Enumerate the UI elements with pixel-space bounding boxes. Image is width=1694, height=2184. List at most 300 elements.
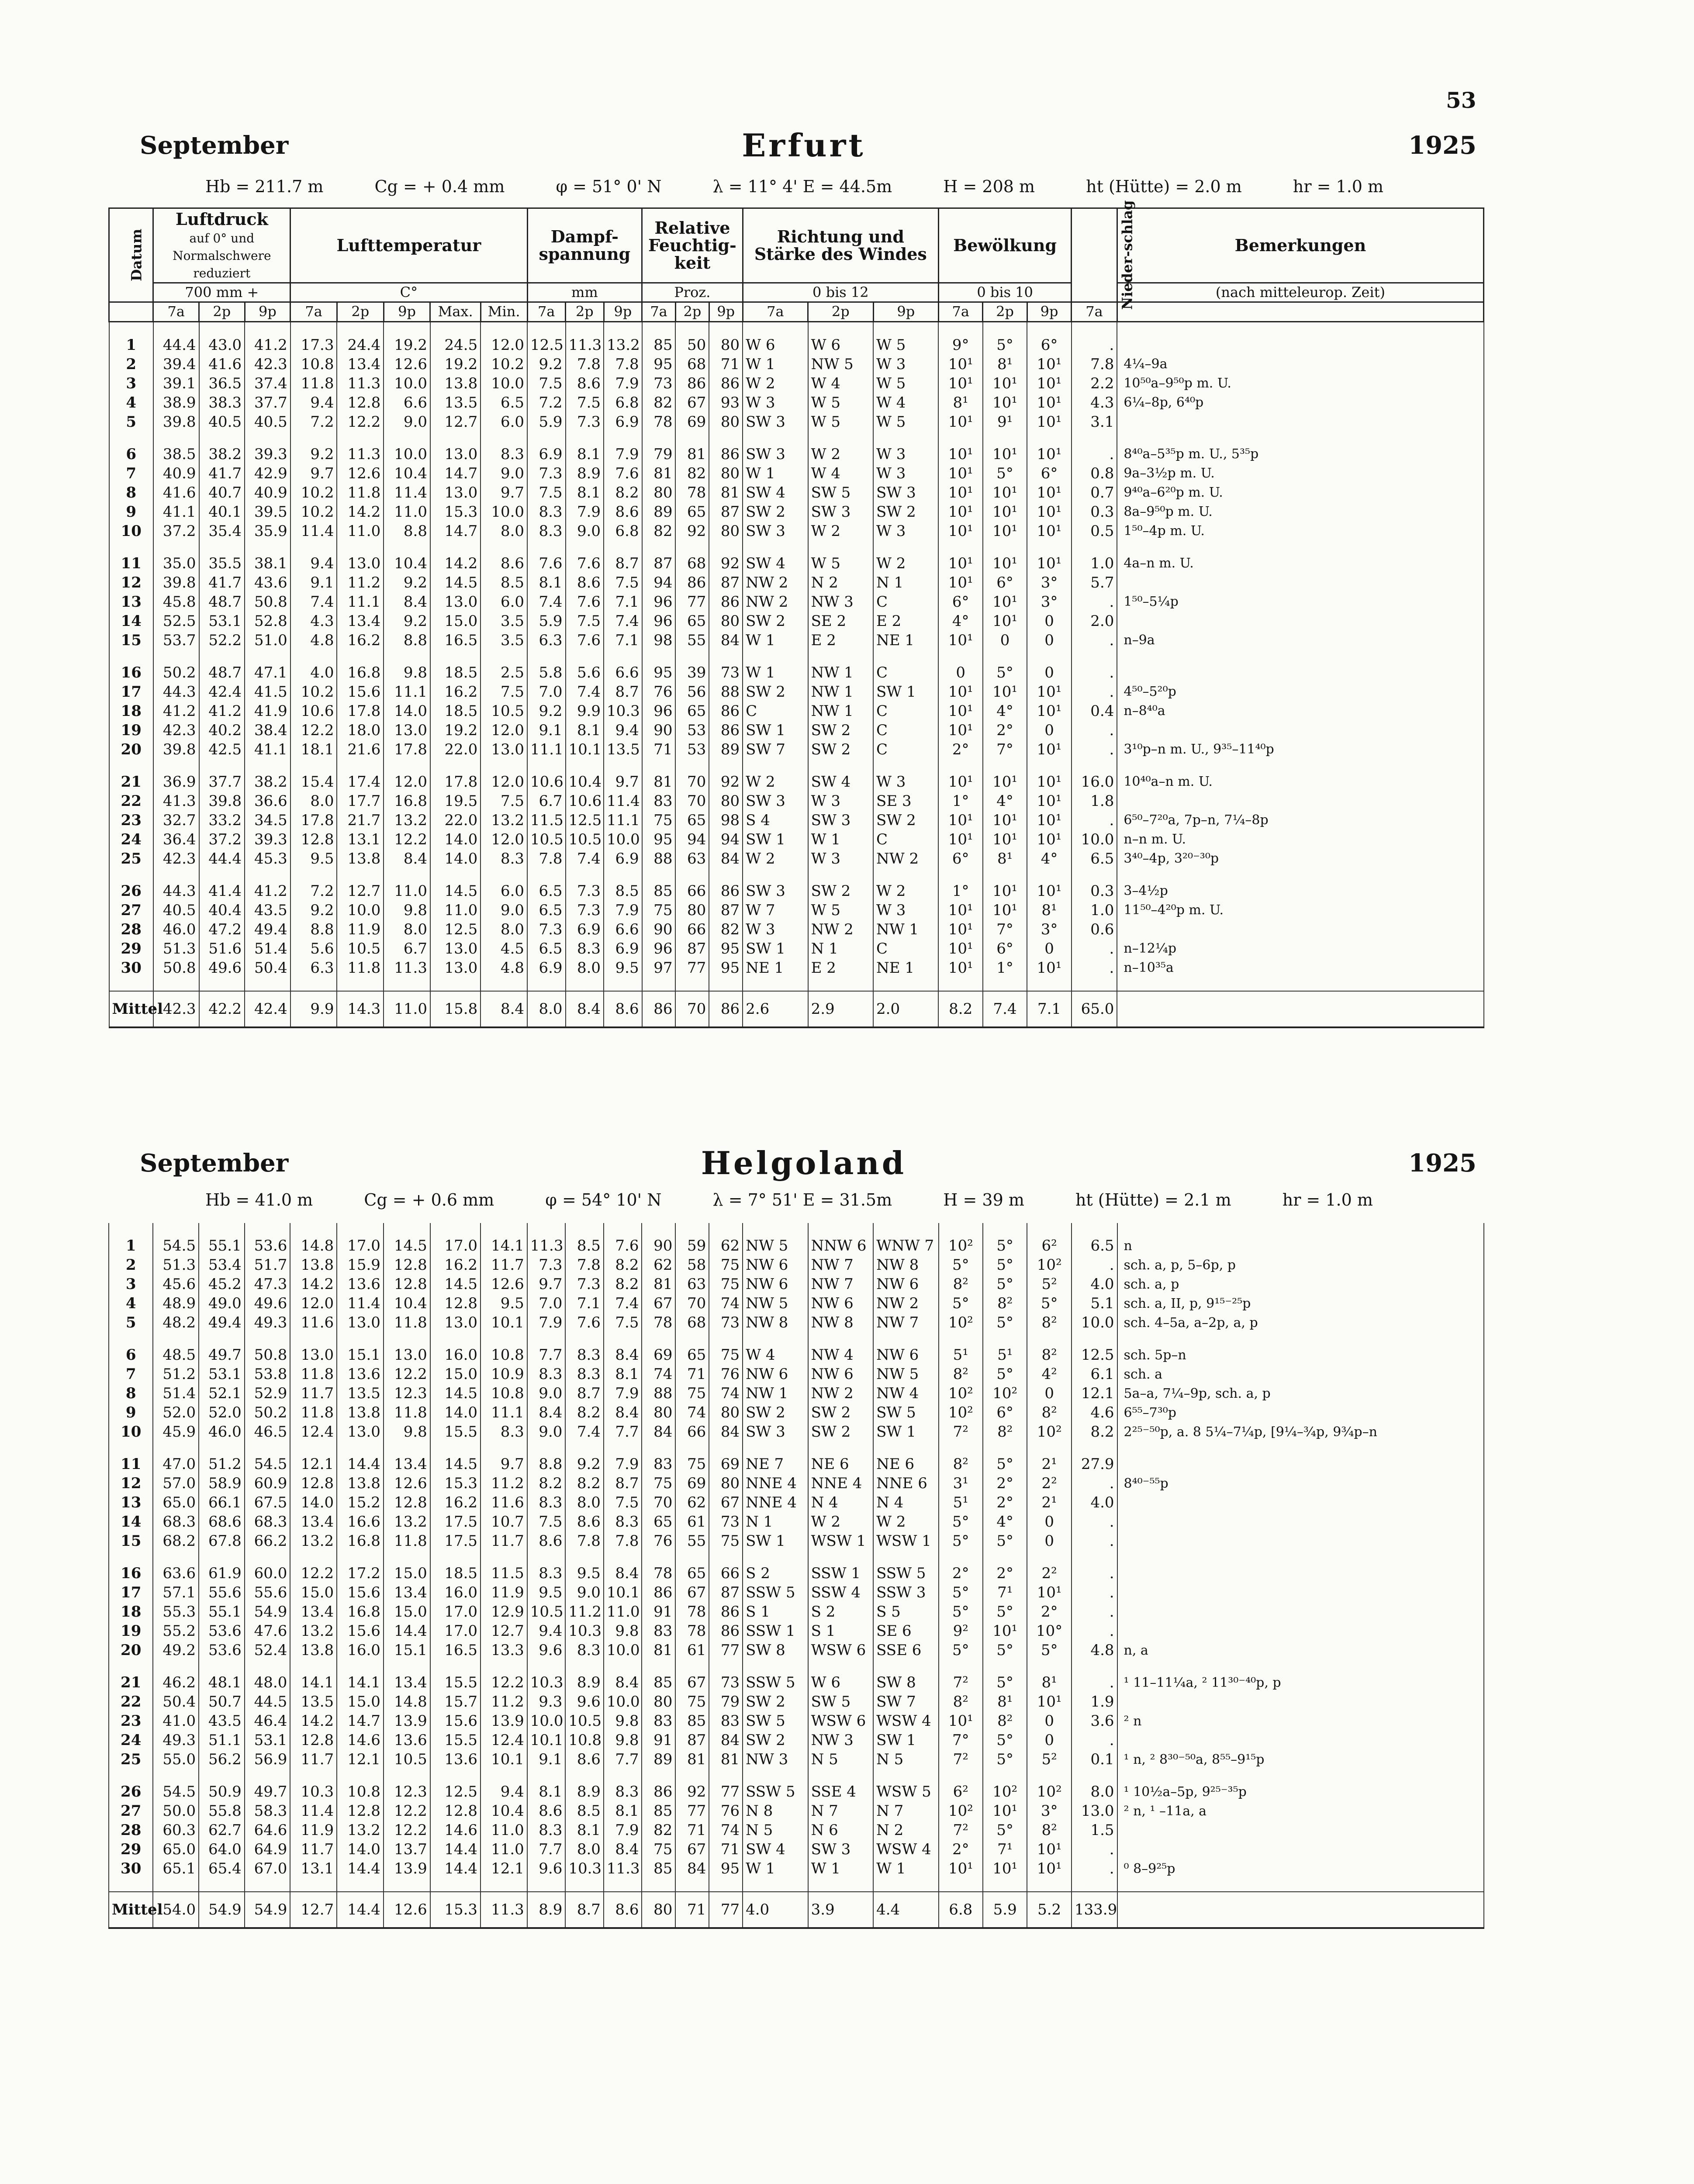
cell-temp-7a: 13.8 (290, 1641, 337, 1660)
cell-pressure-2p: 48.7 (199, 592, 245, 612)
cell-temp-2p: 17.4 (337, 772, 384, 791)
cell-precipitation: 65.0 (1072, 991, 1117, 1027)
cell-humidity-2p: 56 (675, 682, 709, 702)
cell-temp-2p: 15.6 (337, 1583, 384, 1602)
cell-humidity-9p: 73 (709, 1313, 743, 1332)
cell-wind-9p: NW 8 (873, 1255, 938, 1275)
cell-temp-2p: 13.4 (337, 612, 384, 631)
cell-temp-7a: 11.7 (290, 1750, 337, 1769)
cell-cloud-9p: 10² (1027, 1255, 1071, 1275)
cell-cloud-9p: 10° (1027, 1621, 1071, 1641)
cell-humidity-9p: 98 (709, 811, 743, 830)
cell-humidity-7a: 78 (642, 1313, 675, 1332)
cell-cloud-9p: 2² (1027, 1474, 1071, 1493)
cell-pressure-2p: 40.2 (199, 721, 245, 740)
cell-vapor-7a: 11.1 (527, 740, 566, 759)
cell-cloud-7a: 5° (939, 1255, 983, 1275)
cell-pressure-2p: 50.9 (199, 1782, 245, 1801)
cell-vapor-7a: 12.5 (527, 335, 566, 355)
cell-precipitation: . (1072, 1731, 1117, 1750)
cell-wind-7a: NW 5 (743, 1294, 808, 1313)
cell-temp-max: 18.5 (430, 663, 481, 682)
cell-vapor-7a: 6.5 (527, 939, 566, 958)
cell-cloud-7a: 5¹ (939, 1493, 983, 1512)
cell-temp-max: 14.4 (430, 1840, 481, 1859)
cell-wind-2p: NNW 6 (808, 1236, 873, 1255)
cell-cloud-2p: 5° (983, 1236, 1027, 1255)
cell-cloud-2p: 5° (983, 1602, 1027, 1621)
cell-wind-2p: NW 3 (808, 592, 873, 612)
cell-wind-7a: NW 6 (743, 1255, 808, 1275)
cell-humidity-2p: 77 (675, 592, 709, 612)
cell-wind-9p: NW 2 (873, 849, 938, 868)
cell-humidity-2p: 86 (675, 374, 709, 393)
table-row (109, 920, 1484, 939)
cell-cloud-2p: 5° (983, 1750, 1027, 1769)
cell-humidity-7a: 83 (642, 1621, 675, 1641)
cell-date: 14 (109, 1512, 153, 1531)
cell-humidity-2p: 39 (675, 663, 709, 682)
cell-cloud-9p: 10¹ (1027, 554, 1071, 573)
cell-temp-9p: 12.6 (384, 1474, 430, 1493)
cell-vapor-9p: 8.6 (604, 991, 642, 1027)
cell-temp-min: 12.0 (481, 335, 527, 355)
cell-precipitation: . (1072, 1531, 1117, 1551)
cell-temp-2p: 11.8 (337, 483, 384, 502)
cell-humidity-9p: 71 (709, 355, 743, 374)
cell-wind-7a: SW 3 (743, 1422, 808, 1441)
cell-humidity-2p: 68 (675, 554, 709, 573)
cell-pressure-7a: 51.2 (153, 1365, 199, 1384)
cell-wind-9p: NW 6 (873, 1345, 938, 1365)
cell-cloud-7a: 10¹ (938, 573, 982, 592)
cell-humidity-7a: 85 (642, 335, 676, 355)
row-spacer (109, 1878, 1484, 1892)
cell-date: Mittel (109, 991, 153, 1027)
cell-temp-7a: 15.0 (290, 1583, 337, 1602)
cell-temp-min: 8.3 (481, 445, 527, 464)
cell-humidity-2p: 75 (675, 1384, 709, 1403)
cell-temp-max: 16.2 (430, 682, 481, 702)
cell-precipitation: 8.2 (1072, 1422, 1117, 1441)
cell-humidity-9p: 75 (709, 1275, 743, 1294)
constant-latitude: φ = 54° 10' N (545, 1190, 662, 1209)
cell-humidity-2p: 87 (675, 1731, 709, 1750)
cell-cloud-9p: 6° (1027, 464, 1071, 483)
cell-temp-min: 9.0 (481, 464, 527, 483)
cell-temp-9p: 13.4 (384, 1583, 430, 1602)
cell-date: 6 (109, 1345, 153, 1365)
cell-wind-2p: WSW 6 (808, 1641, 873, 1660)
cell-temp-2p: 13.4 (337, 355, 384, 374)
cell-wind-7a: 4.0 (743, 1892, 808, 1928)
cell-pressure-9p: 60.9 (245, 1474, 290, 1493)
cell-vapor-7a: 10.0 (527, 1711, 566, 1731)
cell-temp-2p: 12.8 (337, 393, 384, 412)
cell-pressure-2p: 35.4 (199, 522, 245, 541)
table-row (109, 1840, 1484, 1859)
cell-humidity-2p: 66 (675, 920, 709, 939)
unit-temperature: C° (290, 283, 527, 302)
cell-date: 18 (109, 702, 153, 721)
cell-pressure-9p: 41.9 (245, 702, 290, 721)
station-constants (205, 1190, 1472, 1209)
cell-pressure-7a: 39.8 (153, 412, 199, 432)
cell-pressure-2p: 49.7 (199, 1345, 245, 1365)
cell-humidity-9p: 86 (709, 592, 743, 612)
cell-pressure-7a: 41.1 (153, 502, 199, 522)
cell-wind-7a: NW 8 (743, 1313, 808, 1332)
cell-pressure-7a: 40.9 (153, 464, 199, 483)
cell-vapor-2p: 8.1 (566, 483, 604, 502)
cell-humidity-2p: 92 (675, 522, 709, 541)
cell-wind-7a: S 4 (743, 811, 808, 830)
cell-humidity-9p: 74 (709, 1384, 743, 1403)
cell-humidity-7a: 87 (642, 554, 676, 573)
year-label: 1925 (1408, 131, 1476, 160)
cell-temp-7a: 14.2 (290, 1711, 337, 1731)
cell-cloud-2p: 8² (983, 1422, 1027, 1441)
cell-vapor-2p: 9.6 (565, 1692, 604, 1711)
cell-remarks: ⁰ 8–9²⁵p (1117, 1859, 1484, 1878)
cell-pressure-9p: 38.1 (245, 554, 290, 573)
cell-vapor-7a: 6.5 (527, 881, 566, 901)
row-spacer (109, 1332, 1484, 1345)
cell-cloud-7a: 10¹ (938, 554, 982, 573)
cell-wind-2p: E 2 (808, 958, 873, 978)
cell-wind-7a: NW 6 (743, 1275, 808, 1294)
cell-humidity-7a: 91 (642, 1602, 675, 1621)
cell-wind-7a: W 2 (743, 849, 808, 868)
cell-temp-max: 14.5 (430, 881, 481, 901)
cell-vapor-2p: 8.0 (566, 958, 604, 978)
cell-cloud-7a: 2° (939, 1840, 983, 1859)
cell-pressure-7a: 55.0 (153, 1750, 199, 1769)
cell-cloud-7a: 9° (938, 335, 982, 355)
cell-temp-2p: 14.2 (337, 502, 384, 522)
cell-pressure-9p: 41.2 (245, 881, 290, 901)
table-row (109, 1403, 1484, 1422)
cell-pressure-7a: 57.1 (153, 1583, 199, 1602)
cell-date: 24 (109, 1731, 153, 1750)
cell-temp-max: 16.0 (430, 1345, 481, 1365)
cell-cloud-2p: 10¹ (983, 592, 1027, 612)
cell-temp-9p: 14.8 (384, 1692, 430, 1711)
cell-remarks (1117, 1692, 1484, 1711)
cell-vapor-7a: 10.3 (527, 1673, 566, 1692)
cell-pressure-2p: 51.6 (199, 939, 245, 958)
cell-wind-7a: SW 3 (743, 522, 808, 541)
cell-pressure-7a: 50.2 (153, 663, 199, 682)
cell-date: 19 (109, 1621, 153, 1641)
cell-vapor-2p: 10.8 (565, 1731, 604, 1750)
cell-pressure-7a: 39.4 (153, 355, 199, 374)
cell-temp-min: 12.6 (481, 1275, 527, 1294)
cell-pressure-2p: 55.1 (199, 1236, 245, 1255)
cell-cloud-7a: 6² (939, 1782, 983, 1801)
table-row (109, 1583, 1484, 1602)
cell-temp-min: 10.1 (481, 1313, 527, 1332)
cell-cloud-9p: 10¹ (1027, 881, 1071, 901)
cell-humidity-7a: 84 (642, 1422, 675, 1441)
cell-precipitation: . (1072, 663, 1117, 682)
cell-wind-7a: SW 8 (743, 1641, 808, 1660)
cell-temp-max: 14.5 (430, 1455, 481, 1474)
cell-wind-2p: NNE 4 (808, 1474, 873, 1493)
cell-precipitation: . (1072, 721, 1117, 740)
cell-pressure-7a: 46.0 (153, 920, 199, 939)
cell-temp-2p: 16.8 (337, 1602, 384, 1621)
cell-pressure-7a: 32.7 (153, 811, 199, 830)
cell-cloud-9p: 0 (1027, 612, 1071, 631)
cell-pressure-7a: 39.8 (153, 740, 199, 759)
cell-vapor-9p: 11.4 (604, 791, 642, 811)
cell-vapor-2p: 7.5 (566, 393, 604, 412)
cell-pressure-9p: 60.0 (245, 1564, 290, 1583)
cell-vapor-7a: 7.6 (527, 554, 566, 573)
cell-temp-9p: 9.8 (384, 1422, 430, 1441)
cell-cloud-7a: 10¹ (938, 631, 982, 650)
cell-date: 25 (109, 1750, 153, 1769)
cell-cloud-2p: 9¹ (983, 412, 1027, 432)
cell-temp-7a: 4.0 (290, 663, 337, 682)
cell-wind-9p: NW 1 (873, 920, 938, 939)
cell-pressure-2p: 40.7 (199, 483, 245, 502)
cell-temp-2p: 13.6 (337, 1365, 384, 1384)
col-2p: 2p (199, 302, 245, 322)
cell-vapor-2p: 8.3 (565, 1345, 604, 1365)
cell-date: 11 (109, 554, 153, 573)
cell-pressure-9p: 66.2 (245, 1531, 290, 1551)
cell-humidity-2p: 70 (675, 991, 709, 1027)
col-2p: 2p (808, 302, 873, 322)
cell-temp-max: 13.0 (430, 939, 481, 958)
cell-vapor-7a: 7.5 (527, 483, 566, 502)
cell-humidity-9p: 79 (709, 1692, 743, 1711)
cell-wind-2p: SW 3 (808, 502, 873, 522)
cell-temp-min: 10.8 (481, 1345, 527, 1365)
cell-pressure-9p: 39.3 (245, 830, 290, 849)
cell-temp-max: 15.7 (430, 1692, 481, 1711)
cell-temp-9p: 10.0 (384, 374, 430, 393)
cell-humidity-9p: 80 (709, 464, 743, 483)
cell-remarks (1117, 663, 1483, 682)
cell-wind-9p: W 4 (873, 393, 938, 412)
cell-pressure-2p: 41.4 (199, 881, 245, 901)
cell-humidity-2p: 63 (675, 849, 709, 868)
cell-temp-9p: 12.2 (384, 1801, 430, 1821)
cell-wind-7a: SW 4 (743, 483, 808, 502)
cell-date: 21 (109, 1673, 153, 1692)
cell-temp-2p: 13.1 (337, 830, 384, 849)
cell-remarks: 3⁴⁰–4p, 3²⁰⁻³⁰p (1117, 849, 1483, 868)
cell-humidity-7a: 75 (642, 901, 676, 920)
cell-pressure-9p: 46.4 (245, 1711, 290, 1731)
constant-ht: ht (Hütte) = 2.0 m (1086, 177, 1242, 196)
cell-cloud-7a: 5° (939, 1602, 983, 1621)
cell-cloud-2p: 4° (983, 1512, 1027, 1531)
cell-humidity-9p: 94 (709, 830, 743, 849)
cell-remarks: 3–4½p (1117, 881, 1483, 901)
cell-wind-7a: SW 4 (743, 1840, 808, 1859)
cell-remarks: n–9a (1117, 631, 1483, 650)
cell-vapor-9p: 6.8 (604, 522, 642, 541)
cell-date: 29 (109, 1840, 153, 1859)
cell-remarks: 6⁵⁵–7³⁰p (1117, 1403, 1484, 1422)
cell-temp-9p: 12.8 (384, 1493, 430, 1512)
cell-temp-min: 10.4 (481, 1801, 527, 1821)
cell-wind-2p: NW 7 (808, 1275, 873, 1294)
row-spacer (109, 1769, 1484, 1782)
cell-cloud-7a: 6° (938, 592, 982, 612)
cell-temp-min: 10.9 (481, 1365, 527, 1384)
cell-wind-7a: SW 1 (743, 830, 808, 849)
cell-wind-9p: C (873, 830, 938, 849)
cell-wind-7a: NW 1 (743, 1384, 808, 1403)
cell-humidity-2p: 78 (675, 1602, 709, 1621)
cell-humidity-2p: 81 (675, 445, 709, 464)
cell-precipitation: . (1072, 1621, 1117, 1641)
cell-temp-9p: 13.0 (384, 1345, 430, 1365)
cell-humidity-2p: 71 (675, 1365, 709, 1384)
cell-pressure-7a: 57.0 (153, 1474, 199, 1493)
cell-temp-max: 14.6 (430, 1821, 481, 1840)
cell-temp-max: 16.5 (430, 631, 481, 650)
table-row (109, 1345, 1484, 1365)
cell-remarks: sch. 5p–n (1117, 1345, 1484, 1365)
cell-temp-min: 13.9 (481, 1711, 527, 1731)
cell-vapor-9p: 6.9 (604, 939, 642, 958)
table-row (109, 1313, 1484, 1332)
cell-temp-7a: 14.1 (290, 1673, 337, 1692)
cell-vapor-9p: 9.7 (604, 772, 642, 791)
cell-humidity-2p: 80 (675, 901, 709, 920)
cell-precipitation: . (1072, 335, 1117, 355)
cell-temp-min: 8.0 (481, 920, 527, 939)
cell-temp-9p: 12.2 (384, 830, 430, 849)
cell-pressure-7a: 54.5 (153, 1782, 199, 1801)
table-row (109, 1731, 1484, 1750)
table-row (109, 830, 1484, 849)
cell-temp-9p: 10.4 (384, 1294, 430, 1313)
cell-temp-9p: 11.8 (384, 1313, 430, 1332)
cell-temp-7a: 11.4 (290, 1801, 337, 1821)
cell-vapor-9p: 8.3 (604, 1782, 642, 1801)
cell-cloud-9p: 0 (1027, 1711, 1071, 1731)
cell-temp-7a: 11.4 (290, 522, 337, 541)
cell-cloud-9p: 6² (1027, 1236, 1071, 1255)
cell-vapor-2p: 9.0 (565, 1583, 604, 1602)
cell-cloud-7a: 7² (939, 1673, 983, 1692)
cell-pressure-2p: 41.7 (199, 573, 245, 592)
cell-cloud-9p: 10¹ (1027, 772, 1071, 791)
cell-wind-7a: W 7 (743, 901, 808, 920)
cell-vapor-7a: 9.0 (527, 1384, 566, 1403)
cell-temp-9p: 11.0 (384, 881, 430, 901)
cell-date: 26 (109, 881, 153, 901)
constant-longitude: λ = 11° 4' E = 44.5m (712, 177, 892, 196)
cell-cloud-9p: 10¹ (1027, 1859, 1071, 1878)
cell-humidity-2p: 53 (675, 721, 709, 740)
cell-wind-7a: W 1 (743, 663, 808, 682)
cell-vapor-2p: 8.6 (565, 1750, 604, 1769)
cell-cloud-7a: 1° (938, 791, 982, 811)
cell-pressure-7a: 36.4 (153, 830, 199, 849)
cell-wind-2p: NW 6 (808, 1294, 873, 1313)
cell-precipitation: 5.1 (1072, 1294, 1117, 1313)
cell-wind-2p: W 2 (808, 445, 873, 464)
cell-date: 23 (109, 1711, 153, 1731)
cell-temp-min: 14.1 (481, 1236, 527, 1255)
cell-vapor-7a: 8.0 (527, 991, 566, 1027)
cell-humidity-9p: 86 (709, 991, 743, 1027)
cell-temp-max: 17.0 (430, 1621, 481, 1641)
cell-vapor-9p: 11.0 (604, 1602, 642, 1621)
cell-temp-max: 14.0 (430, 1403, 481, 1422)
cell-vapor-7a: 8.1 (527, 1782, 566, 1801)
cell-vapor-2p: 8.9 (565, 1673, 604, 1692)
cell-cloud-7a: 10¹ (938, 702, 982, 721)
cell-vapor-9p: 8.1 (604, 1365, 642, 1384)
cell-remarks (1117, 1493, 1484, 1512)
cell-cloud-9p: 2¹ (1027, 1493, 1071, 1512)
cell-temp-9p: 9.8 (384, 663, 430, 682)
cell-cloud-9p: 8¹ (1027, 1673, 1071, 1692)
col-max: Max. (430, 302, 481, 322)
cell-date: 27 (109, 1801, 153, 1821)
cell-pressure-7a: 38.9 (153, 393, 199, 412)
col-9p: 9p (1027, 302, 1071, 322)
cell-vapor-7a: 9.0 (527, 1422, 566, 1441)
cell-pressure-9p: 36.6 (245, 791, 290, 811)
cell-humidity-9p: 87 (709, 901, 743, 920)
col-min: Min. (481, 302, 527, 322)
cell-humidity-2p: 81 (675, 1750, 709, 1769)
cell-pressure-2p: 40.4 (199, 901, 245, 920)
cell-temp-7a: 18.1 (290, 740, 337, 759)
cell-cloud-9p: 10¹ (1027, 958, 1071, 978)
cell-temp-max: 14.5 (430, 1384, 481, 1403)
cell-temp-9p: 12.6 (384, 355, 430, 374)
cell-temp-max: 15.0 (430, 1365, 481, 1384)
cell-vapor-2p: 8.9 (566, 464, 604, 483)
cell-cloud-7a: 10¹ (938, 939, 982, 958)
cell-humidity-7a: 69 (642, 1345, 675, 1365)
cell-wind-2p: SSE 4 (808, 1782, 873, 1801)
cell-temp-min: 12.0 (481, 772, 527, 791)
cell-wind-7a: SSW 5 (743, 1673, 808, 1692)
cell-wind-9p: SSE 6 (873, 1641, 938, 1660)
cell-wind-9p: W 2 (873, 881, 938, 901)
cell-humidity-9p: 73 (709, 1673, 743, 1692)
cell-vapor-9p: 7.6 (604, 1236, 642, 1255)
cell-temp-7a: 7.2 (290, 881, 337, 901)
cell-vapor-2p: 7.3 (565, 1275, 604, 1294)
cell-precipitation: 10.0 (1072, 830, 1117, 849)
cell-pressure-7a: 45.9 (153, 1422, 199, 1441)
cell-temp-max: 15.0 (430, 612, 481, 631)
cell-temp-7a: 14.2 (290, 1275, 337, 1294)
cell-wind-7a: S 2 (743, 1564, 808, 1583)
cell-wind-9p: C (873, 939, 938, 958)
cell-pressure-9p: 58.3 (245, 1801, 290, 1821)
cell-vapor-7a: 8.8 (527, 1455, 566, 1474)
cell-temp-9p: 14.0 (384, 702, 430, 721)
cell-remarks: 8⁴⁰⁻⁵⁵p (1117, 1474, 1484, 1493)
cell-temp-max: 12.8 (430, 1801, 481, 1821)
cell-vapor-2p: 11.2 (565, 1602, 604, 1621)
cell-wind-7a: SW 4 (743, 554, 808, 573)
